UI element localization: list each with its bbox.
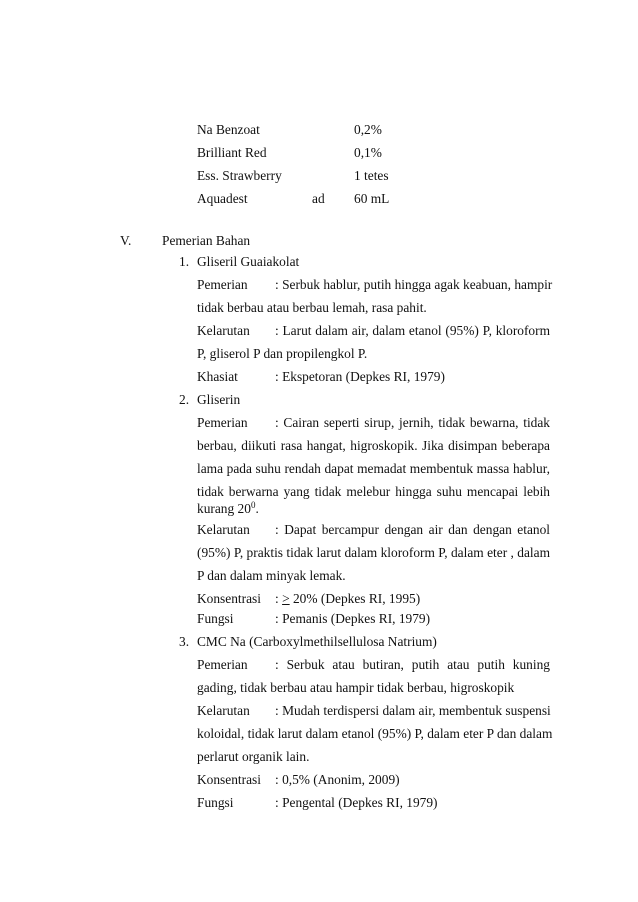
field-value-pemerian: : Serbuk hablur, putih hingga agak keabuan, hampir (275, 277, 553, 292)
field-value-fungsi: : Pemanis (Depkes RI, 1979) (275, 611, 431, 626)
section-title: Pemerian Bahan (162, 233, 251, 248)
ingredient-name: Na Benzoat (197, 122, 260, 137)
field-value-kelarutan-cont: P dan dalam minyak lemak. (197, 568, 346, 583)
field-label-kelarutan: Kelarutan (197, 323, 250, 338)
ingredient-amount: 0,2% (354, 122, 382, 137)
colon: : (275, 591, 283, 606)
field-value-kelarutan-cont: koloidal, tidak larut dalam etanol (95%) P, dalam eter P dan dalam (197, 726, 553, 741)
field-value-kelarutan-cont: P, gliserol P dan propilengkol P. (197, 346, 368, 361)
field-label-kelarutan: Kelarutan (197, 522, 250, 537)
field-value-pemerian-cont (197, 500, 259, 517)
field-value-pemerian-cont: berbau, diikuti rasa hangat, higroskopik. Jika disimpan beberapa (197, 438, 550, 453)
ingredient-ad: ad (312, 191, 325, 206)
ingredient-amount: 0,1% (354, 145, 382, 160)
field-value-kelarutan-cont: (95%) P, praktis tidak larut dalam kloroform P, dalam eter , dalam (197, 545, 550, 560)
ingredient-name: Aquadest (197, 191, 248, 206)
field-value-kelarutan: : Larut dalam air, dalam etanol (95%) P, kloroform (275, 323, 550, 338)
field-value-khasiat: : Ekspetoran (Depkes RI, 1979) (275, 369, 445, 384)
item-title: Gliseril Guaiakolat (197, 254, 300, 269)
field-label-kelarutan: Kelarutan (197, 703, 250, 718)
item-title: Gliserin (197, 392, 241, 407)
item-number: 2. (179, 392, 190, 407)
field-label-pemerian: Pemerian (197, 657, 248, 672)
field-value-kelarutan-cont: perlarut organik lain. (197, 749, 310, 764)
field-value-fungsi: : Pengental (Depkes RI, 1979) (275, 795, 438, 810)
pemerian-end: . (255, 501, 259, 516)
ingredient-name: Brilliant Red (197, 145, 267, 160)
field-value-kelarutan: : Mudah terdispersi dalam air, membentuk suspensi (275, 703, 551, 718)
field-label-khasiat: Khasiat (197, 369, 238, 384)
superscript: 0 (250, 500, 256, 510)
field-value-kelarutan: : Dapat bercampur dengan air dan dengan etanol (275, 522, 550, 537)
field-value-pemerian: : Serbuk atau butiran, putih atau putih kuning (275, 657, 550, 672)
section-number: V. (120, 233, 132, 248)
field-value-konsentrasi: : 0,5% (Anonim, 2009) (275, 772, 400, 787)
pemerian-text: kurang 20 (197, 501, 251, 516)
item-title: CMC Na (Carboxylmethilsellulosa Natrium) (197, 634, 437, 649)
ingredient-name: Ess. Strawberry (197, 168, 282, 183)
field-label-konsentrasi: Konsentrasi (197, 772, 261, 787)
field-label-fungsi: Fungsi (197, 795, 234, 810)
field-value-pemerian-cont: tidak berbau atau berbau lemah, rasa pahit. (197, 300, 427, 315)
ingredient-amount: 1 tetes (354, 168, 389, 183)
field-label-pemerian: Pemerian (197, 277, 248, 292)
item-number: 3. (179, 634, 190, 649)
ingredient-amount: 60 mL (354, 191, 390, 206)
field-value-konsentrasi (275, 591, 420, 607)
field-value-pemerian-cont: lama pada suhu rendah dapat memadat membentuk massa hablur, (197, 461, 550, 476)
field-value-pemerian-cont: gading, tidak berbau atau hampir tidak berbau, higroskopik (197, 680, 515, 695)
item-number: 1. (179, 254, 190, 269)
konsentrasi-text: 20% (Depkes RI, 1995) (289, 591, 421, 606)
field-value-pemerian-cont: tidak berwarna yang tidak melebur hingga suhu mencapai lebih (197, 484, 550, 499)
field-value-pemerian: : Cairan seperti sirup, jernih, tidak bewarna, tidak (275, 415, 550, 430)
field-label-fungsi: Fungsi (197, 611, 234, 626)
field-label-konsentrasi: Konsentrasi (197, 591, 261, 606)
greater-equal-symbol: > (282, 591, 290, 606)
field-label-pemerian: Pemerian (197, 415, 248, 430)
